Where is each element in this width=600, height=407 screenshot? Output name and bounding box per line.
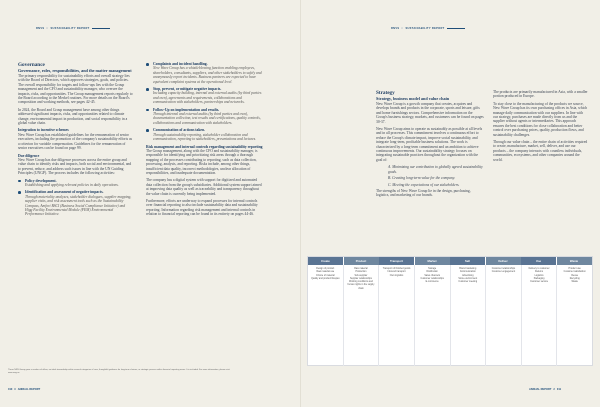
risk-paragraph: The company has a digital system with support for digitized and automated data collection from the group's subsidiaries. Additional system support aimed at improving data quality as well as traceability and transparency throughout the value chain is currently being implemented.: [146, 178, 262, 196]
integration-paragraph: New Wave Group has established guidelines for the remuneration of senior executives, including the promotion of the company's sustainability efforts as a criterion for variable compensation. Guidelines for the remuneration of senior executives can be found on page 99.: [18, 132, 133, 151]
goal-item: B. Creating long-term value for the company.: [388, 176, 456, 181]
strategy-column: [376, 90, 484, 201]
products-paragraph: Through our value chain – the entire chain of activities required to create, manufacture, market, sell, deliver, and use our products – the company interacts with countless individuals, communities, ecosystems, and other companies around the world.: [493, 140, 588, 162]
activities-list: [146, 62, 264, 142]
header-title: SUSTAINABILITY REPORT: [405, 27, 445, 30]
strategy-heading: Strategy: [376, 90, 395, 96]
due-diligence-list: [18, 179, 133, 217]
stage-detail: Storage Distribution Sales channels Customer relationships E-commerce: [415, 265, 451, 366]
stage-detail: Transport of finished goods Inbound transport Own logistics: [379, 265, 415, 366]
governance-heading: Governance: [18, 62, 45, 68]
strategy-paragraph: The strengths of New Wave Group lie in the design, purchasing, logistics, and marketing of our brands.: [376, 188, 471, 198]
footer-separator: //: [14, 388, 16, 391]
due-diligence-paragraph: New Wave Group has due diligence processes across the entire group and value chain to identify risks and impacts, both social and environmental, and to prevent, reduce, and address such issues in line with the UN Guiding Principles (UNGP). The process includes the following activities:: [18, 157, 132, 176]
stage-deliver: Deliver: [486, 257, 521, 265]
governance-paragraph: The primary responsibility for sustainability efforts and overall strategy lies with the Board of Directors, which approves strategies, goals, and policies. The overall responsibility for targets and follow-ups lies with the Group management and the CFO and sustainability manager, who oversee the impacts, risks, and opportunities. The Group management reports regularly to the Board according to the Merkel routines. For more details on the Board's composition and working methods, see pages 42-45.: [18, 74, 133, 105]
stage-detail: Brand marketing Communication Advertising Store environment Customer meeting: [451, 265, 487, 366]
stage-create: Create: [308, 257, 343, 265]
stage-waste: Waste: [557, 257, 592, 265]
products-paragraph: To stay close to the manufacturing of the products we source, New Wave Group has its own purchasing offices in Asia, which manage daily communication with our suppliers. In line with our strategy, purchases are made directly from us and the supplier without agents or intermediaries. This approach ensures the best conditions for close collaboration and better control over purchasing prices, quality, production flows, and sustainability challenges.: [493, 101, 588, 137]
footer-title: ANNUAL REPORT: [529, 388, 552, 391]
value-chain-diagram: [307, 256, 593, 366]
stage-market: Market: [415, 257, 450, 265]
value-chain-details: [308, 265, 592, 366]
header-rule: [92, 28, 110, 29]
right-page-header: [391, 27, 465, 30]
footer-separator: //: [553, 388, 555, 391]
footer-title: ANNUAL REPORT: [17, 388, 41, 391]
risk-paragraph: Furthermore, efforts are underway to expand processes for internal controls over financial reporting to also include sustainability data and sustainability reporting. Information regarding risk management and internal controls in relation to financial reporting can be found in its entirety on pages 44-46.: [146, 198, 258, 217]
left-page-footer: [8, 388, 40, 391]
list-item: Communication of actions taken. Through sustainability reporting, stakeholder collaboration and communication, reporting to stakeholders, presentations and lectures.: [146, 128, 264, 141]
strategy-goals: [376, 165, 484, 187]
risk-column: [146, 62, 264, 220]
stage-sell: Sell: [450, 257, 485, 265]
stage-detail: Raw material Production Sub-supplier Supplier relationships Working conditions and human rights in the supply chain: [344, 265, 380, 366]
stage-detail: Design of product Raw material use Choice of material Quality and product lifespan: [308, 265, 344, 366]
integration-heading: Integration to incentive schemes: [18, 128, 69, 133]
governance-column: [18, 62, 133, 220]
stage-detail: Customer relationships Customer engagement: [486, 265, 522, 366]
strategy-subheading: Strategy, business model and value chain: [376, 96, 450, 101]
risk-paragraph: The Group management, along with the CFO and sustainability manager, is responsible for identifying and prioritizing risk areas through a thorough mapping of the processes contributing to reporting, such as data collection, processing, analysis, and reporting. Risks include, among other things, insufficient data quality, incorrect methodologies, unclear allocation of responsibilities, and inadequate documentation.: [146, 148, 258, 175]
governance-subheading: Governance, roles, responsibilities, and the matter management: [18, 68, 132, 73]
goal-item: C. Meeting the expectations of our stakeholders.: [388, 182, 460, 187]
list-item: Stop, prevent, or mitigate negative impacts. Including capacity building, internal and external audits (by third parties and own), agreements and requirements, collaborations and communication with stakeholders, partnerships and networks.: [146, 87, 264, 105]
right-page-footer: [529, 388, 561, 391]
due-diligence-heading: Due diligence: [18, 153, 40, 158]
stage-detail: Product use Customer satisfaction Reuse Recycling Waste: [563, 268, 586, 284]
list-item: Policy development. Establishing and applying relevant policies in daily operations.: [18, 179, 133, 188]
list-item: Identification and assessment of negative impacts. Through materiality analyses, stakeholder dialogues, supplier mapping, supplier visits, and risk assessment tools such as the Sustainability Compass, Amfori BSCI (Business Social Compliance Initiative) and Higg Facility Environmental Module (FEM) Environmental Performance Initiative.: [18, 190, 133, 216]
header-title: SUSTAINABILITY REPORT: [50, 27, 90, 30]
products-paragraph: The products are primarily manufactured in Asia, with a smaller portion produced in Europe.: [493, 90, 588, 99]
risk-heading: Risk management and internal controls regarding sustainability reporting: [146, 144, 263, 149]
list-item: Complaints and incident handling. New Wave Group has a whistleblowing function enabling employees, shareholders, consultants, suppliers, and other stakeholders to safely and anonymously report incidents. Business partners are expected to have equivalent complaint systems at the operational level.: [146, 62, 264, 84]
strategy-paragraph: New Wave Group aims to operate as sustainably as possible at all levels and in all processes. This commitment involves a continuous effort to reduce the Group's climate impact, improve social sustainability, and integrate long-term, profitable business solutions. The work is characterized by a long-term commitment and an ambition to achieve continuous improvements. Our sustainability strategy focuses on integrating sustainable practices throughout the organization with the goal of:: [376, 127, 483, 162]
stage-use: Use: [521, 257, 556, 265]
page-number: 010: [8, 388, 13, 391]
stage-detail: Delivery to customer Returns Logistics Packaging Customer service: [522, 265, 558, 366]
header-rule: [447, 28, 465, 29]
stage-product: Product: [344, 257, 379, 265]
value-chain-stages: [308, 257, 592, 265]
header-brand: RNVS: [391, 27, 400, 30]
header-separator: //: [46, 27, 49, 30]
goal-item: A. Minimizing our contribution to globally agreed sustainability goals.: [388, 165, 483, 174]
page-number: 011: [556, 388, 562, 391]
strategy-paragraph: New Wave Group is a growth company that creates, acquires and develops brands and products in the corporate, sports and leisure, gifts and home furnishings sectors. Comprehensive information on the Group's business strategy, markets, and customers can be found on pages 30-37.: [376, 102, 484, 124]
list-item: Follow-Up on implementation and results. Through internal and external audits (by third parties and own), documentation collection, test results and certifications, quality controls, collaborations and communication with stakeholders.: [146, 108, 264, 126]
header-brand: RNVS: [36, 27, 45, 30]
header-separator: //: [401, 27, 404, 30]
products-column: [493, 90, 588, 165]
stage-transport: Transport: [379, 257, 414, 265]
left-page-header: [36, 27, 110, 30]
footnote: These NRS Group gave a number of offers, an ideal stewardship within several categories of care, thoughtful guidance for long-term choices, or strategic process within financial reporting areas. It is included. For more information, please visit www.nwg.se: [8, 369, 230, 374]
governance-paragraph: In 2024, the Board and Group management have among other things addressed significant impacts, risks, and opportunities related to climate change, environmental impact in production, and social responsibility in a global value chain.: [18, 107, 128, 126]
